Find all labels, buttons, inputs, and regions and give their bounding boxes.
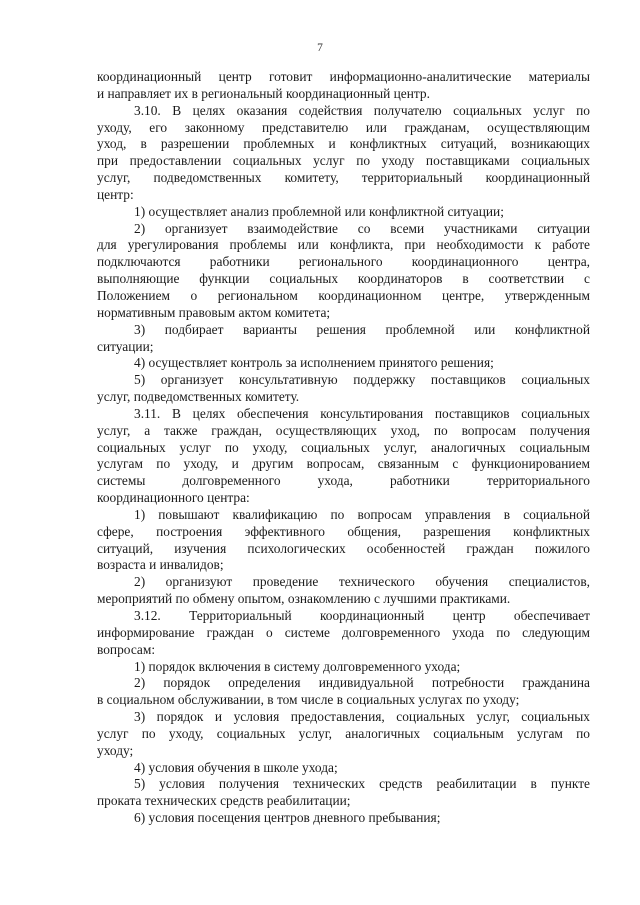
text-line: выполняющие функции социальных координаторов в соответствии с [97,271,590,287]
text-line: уход, в разрешении проблемных и конфликтных ситуаций, возникающих [97,136,590,152]
text-line: 1) осуществляет анализ проблемной или конфликтной ситуации; [134,203,504,219]
text-line: услуг, подведомственных комитету, территориальный координационный [97,170,590,186]
text-line: 4) осуществляет контроль за исполнением принятого решения; [134,355,494,371]
paragraph [97,406,590,507]
text-line: 6) условия посещения центров дневного пребывания; [134,810,441,826]
paragraph [97,221,590,322]
paragraph [97,608,590,659]
text-line: 3.10. В целях оказания содействия получателю социальных услуг по [134,102,590,118]
text-line: возраста и инвалидов; [97,557,224,573]
document-body [97,69,590,827]
paragraph [97,103,590,204]
paragraph [97,659,590,676]
text-line: для урегулирования проблемы или конфликта, при необходимости к работе [97,237,590,253]
text-line: услуг, подведомственных комитету. [97,389,300,405]
text-line: вопросам: [97,641,156,657]
text-line: центр: [97,186,134,202]
text-line: 1) повышают квалификацию по вопросам управления в социальной [134,506,590,522]
text-line: услугам по уходу, и другим вопросам, связанным с функционированием [97,456,590,472]
text-line: сфере, построения эффективного общения, разрешения конфликтных [97,523,590,539]
paragraph [97,355,590,372]
text-line: социальных услуг по уходу, социальных услуг, аналогичных социальным [97,439,590,455]
text-line: 3.12. Территориальный координационный центр обеспечивает [134,608,590,623]
text-line: услуг, а также граждан, осуществляющих уход, по вопросам получения [97,422,590,438]
paragraph [97,322,590,356]
text-line: системы долговременного ухода, работники территориального [97,473,590,489]
paragraph [97,574,590,608]
text-line: уходу; [97,742,134,758]
text-line: уходу, его законному представителю или гражданам, осуществляющим [97,119,590,135]
text-line: Положением о региональном координационном центре, утвержденным [97,287,590,303]
paragraph [97,675,590,709]
text-line: мероприятий по обмену опытом, ознакомлению с лучшими практиками. [97,591,511,607]
paragraph [97,810,590,827]
text-line: проката технических средств реабилитации; [97,793,351,809]
text-line: услуг по уходу, социальных услуг, аналогичных социальным услугам по [97,725,590,741]
text-line: ситуации; [97,338,154,354]
text-line: 3) подбирает варианты решения проблемной или конфликтной [134,321,590,337]
paragraph [97,776,590,810]
text-line: в социальном обслуживании, в том числе в социальных услугах по уходу; [97,692,520,708]
text-line: 3) порядок и условия предоставления, социальных услуг, социальных [134,709,590,725]
paragraph [97,69,590,103]
text-line: подключаются работники регионального координационного центра, [97,254,590,270]
paragraph [97,760,590,777]
paragraph [97,507,590,574]
text-line: 5) организует консультативную поддержку поставщиков социальных [134,372,590,388]
text-line: 2) организует взаимодействие со всеми участниками ситуации [134,220,590,236]
text-line: 3.11. В целях обеспечения консультирования поставщиков социальных [134,405,590,421]
text-line: координационного центра: [97,490,250,506]
paragraph [97,709,590,760]
text-line: 5) условия получения технических средств реабилитации в пункте [134,776,590,792]
page-number: 7 [317,42,323,54]
text-line: при предоставлении социальных услуг по уходу поставщиками социальных [97,153,590,169]
text-line: и направляет их в региональный координационный центр. [97,85,430,101]
text-line: информирование граждан о системе долговременного ухода по следующим [97,624,590,640]
paragraph [97,372,590,406]
paragraph [97,204,590,221]
text-line: 4) условия обучения в школе ухода; [134,759,338,775]
text-line: координационный центр готовит информационно-аналитические материалы [97,69,590,84]
text-line: нормативным правовым актом комитета; [97,304,331,320]
text-line: 2) организуют проведение технического обучения специалистов, [134,574,590,590]
text-line: 2) порядок определения индивидуальной потребности гражданина [134,675,590,691]
text-line: ситуаций, изучения психологических особенностей граждан пожилого [97,540,590,556]
text-line: 1) порядок включения в систему долговременного ухода; [134,658,461,674]
